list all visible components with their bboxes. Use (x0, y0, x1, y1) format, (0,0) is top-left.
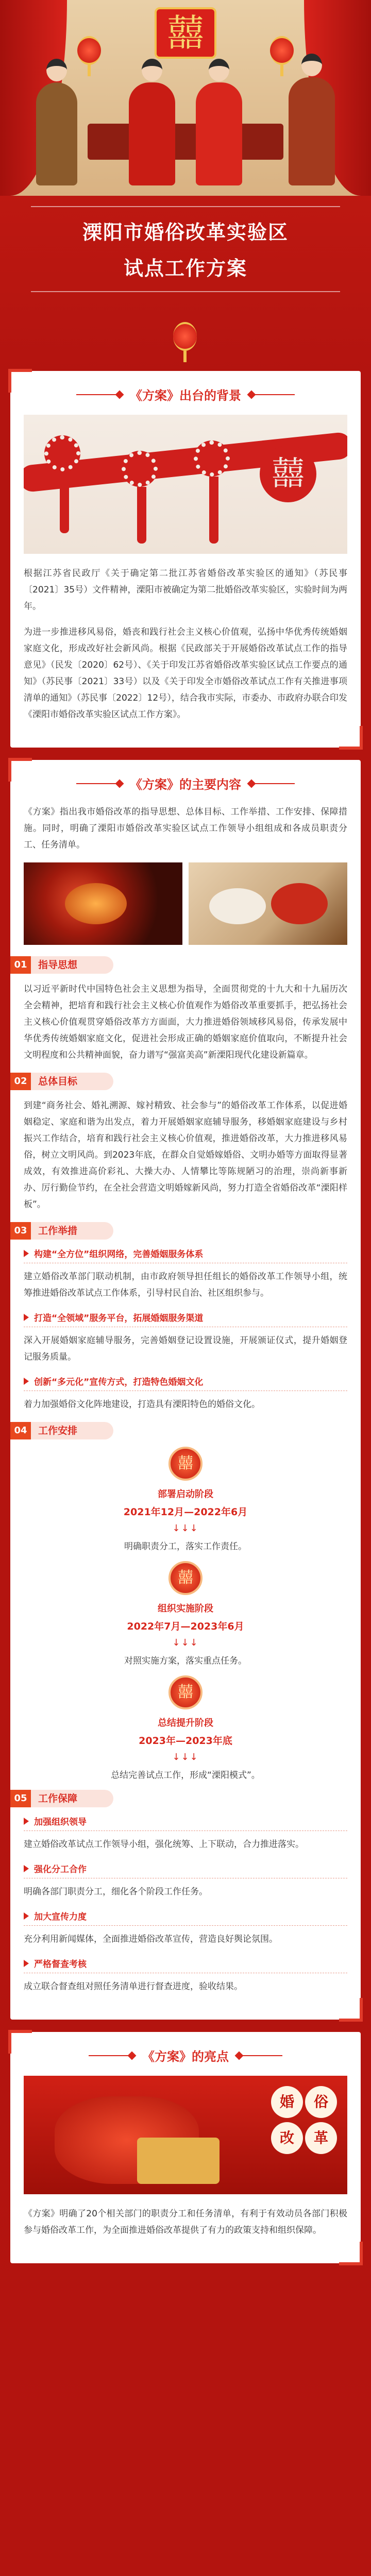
title-rule-top (31, 206, 340, 207)
arrow-icon (24, 1818, 29, 1825)
highlights-text: 《方案》明确了20个相关部门的职责分工和任务清单，有利于有效动员各部门积极参与婚俗改革工作，为全面推进婚俗改革提供了有力的政策支持和组织保障。 (24, 2209, 347, 2235)
stage-name: 组织实施阶段 (158, 1603, 213, 1614)
stamp-char: 革 (305, 2122, 337, 2154)
arrow-icon (24, 1378, 29, 1385)
photo-row (24, 862, 347, 945)
timeline-stage (24, 1561, 347, 1666)
timeline-stage (24, 1675, 347, 1781)
page-title-line1: 溧阳市婚俗改革实验区 (82, 221, 289, 244)
double-happiness-icon: 囍 (168, 1447, 203, 1481)
double-happiness-icon: 囍 (260, 446, 316, 502)
measure-title: 打造“全领域”服务平台，拓展婚姻服务渠道 (24, 1311, 347, 1327)
ornament-icon (89, 2052, 135, 2059)
section-header (24, 774, 347, 792)
item-header-01 (10, 956, 347, 974)
down-arrows-icon: ↓↓↓ (172, 1523, 199, 1534)
lantern-icon (77, 36, 101, 65)
arrow-icon (24, 1314, 29, 1321)
ornament-icon (76, 391, 123, 398)
section-title: 《方案》的亮点 (142, 2049, 229, 2064)
arrow-icon (24, 1865, 29, 1872)
item-label: 指导思想 (31, 956, 113, 974)
item-header-02 (10, 1073, 347, 1090)
ornament-icon (76, 780, 123, 787)
measure-title: 严格督查考核 (24, 1957, 347, 1973)
wedding-sweets-photo (189, 862, 347, 945)
measure-text: 建立婚俗改革试点工作领导小组，强化统筹、上下联动，合力推进落实。 (24, 1839, 304, 1850)
background-section (10, 371, 361, 748)
stage-date: 2022年7月—2023年6月 (127, 1621, 244, 1632)
hero-banner (0, 0, 371, 371)
highlights-section (10, 2032, 361, 2263)
item-number: 04 (10, 1422, 31, 1439)
measure-text: 明确各部门职责分工，细化各个阶段工作任务。 (24, 1887, 208, 1897)
ornament-icon (236, 2052, 282, 2059)
down-arrows-icon: ↓↓↓ (172, 1637, 199, 1648)
stamp-char: 改 (271, 2122, 303, 2154)
measure-text: 着力加强婚俗文化阵地建设，打造具有溧阳特色的婚俗文化。 (24, 1399, 260, 1410)
ornament-icon (248, 391, 295, 398)
item-label: 工作保障 (31, 1790, 113, 1807)
arrow-icon (24, 1912, 29, 1920)
stamp-char: 俗 (305, 2086, 337, 2118)
measure-text: 建立婚俗改革部门联动机制，由市政府领导担任组长的婚俗改革工作领导小组，统筹推进婚俗改革试点工作体系，引导村民自治、社区组织参与。 (24, 1272, 347, 1298)
measure-text: 成立联合督查组对照任务清单进行督查进度，验收结果。 (24, 1981, 243, 1992)
paragraph: 为进一步推进移风易俗，婚丧和践行社会主义核心价值观，弘扬中华优秀传统婚姻家庭文化，形成改好社会新风尚。根据《民政部关于开展婚俗改革试点工作的指导意见》（民发〔2020〕62号）、《关于印发江苏省婚俗改革实验区试点工作要点的通知》（苏民事〔2021〕33号）以及《关于印发全市婚俗改革试点工作有关推进事项清单的通知》（苏民事〔2022〕12号），结合我市实际，市委办、市政府办联合印发《溧阳市婚俗改革实验区试点工作方案》。 (24, 627, 347, 720)
item-number: 05 (10, 1790, 31, 1807)
section-header (24, 385, 347, 403)
lantern-icon (270, 36, 294, 65)
measure-text: 深入开展婚姻家庭辅导服务，完善婚姻登记设置设施，开展颁证仪式，提升婚姻登记服务质量。 (24, 1335, 347, 1362)
highlights-image (24, 2076, 347, 2194)
down-arrows-icon: ↓↓↓ (172, 1752, 199, 1762)
item-label: 总体目标 (31, 1073, 113, 1090)
stage-desc: 明确职责分工，落实工作责任。 (124, 1541, 247, 1552)
measure-text: 充分利用新闻媒体，全面推进婚俗改革宣传，营造良好舆论氛围。 (24, 1934, 278, 1944)
item-text: 到建“商务社会、婚礼溯源、嫁衬精致、社会参与”的婚俗改革工作体系，以促进婚姻稳定、家庭和谐为出发点，着力开展婚姻家庭辅导服务，移婚姻家庭建设与乡村振兴工作结合，培育和践行社会主义核心价值观，推进婚俗改革，大力推进移风易俗，树立文明风尚。到2023年底，在群众自觉婚嫁婚俗、文明办婚等方面取得显著成效，有效推进高价彩礼、大操大办、人情攀比等陈规陋习的治理，崇尚新事新办、厉行勤俭节约，在全社会营造文明婚嫁新风尚，努力打造全省婚俗改革“溧阳样板”。 (24, 1100, 347, 1210)
timeline-stage (24, 1447, 347, 1552)
stage-desc: 对照实施方案，落实重点任务。 (124, 1656, 247, 1666)
double-happiness-icon: 囍 (168, 1561, 203, 1595)
measure-title: 强化分工合作 (24, 1862, 347, 1878)
stage-name: 部署启动阶段 (158, 1489, 213, 1500)
item-number: 01 (10, 956, 31, 974)
double-happiness-icon: 囍 (168, 1675, 203, 1709)
lantern-icon (173, 322, 197, 351)
stage-date: 2023年—2023年底 (139, 1735, 232, 1747)
section-header (24, 2046, 347, 2064)
item-number: 03 (10, 1222, 31, 1240)
arrow-icon (24, 1250, 29, 1257)
ornament-icon (248, 780, 295, 787)
measure-title: 创新“多元化”宣传方式，打造特色婚姻文化 (24, 1375, 347, 1391)
measure-title: 加大宣传力度 (24, 1909, 347, 1926)
item-number: 02 (10, 1073, 31, 1090)
papercut-image (24, 415, 347, 554)
item-header-05 (10, 1790, 347, 1807)
arrow-icon (24, 1960, 29, 1967)
section-title: 《方案》的主要内容 (130, 777, 241, 792)
intro-paragraph: 《方案》指出我市婚俗改革的指导思想、总体目标、工作举措、工作安排、保障措施。同时，明确了溧阳市婚俗改革实验区试点工作领导小组组成和各成员职责分工、任务清单。 (24, 807, 347, 850)
wedding-table (88, 124, 283, 160)
item-label: 工作安排 (31, 1422, 113, 1439)
item-label: 工作举措 (31, 1222, 113, 1240)
figure-bride (196, 82, 242, 185)
section-title: 《方案》出台的背景 (130, 388, 241, 403)
content-section (10, 760, 361, 2020)
item-text: 以习近平新时代中国特色社会主义思想为指导，全面贯彻党的十九大和十九届历次全会精神，把培育和践行社会主义核心价值观作为婚俗改革重要抓手，把弘扬社会主义核心价值观贯穿婚俗改革方方面面，大力推进婚俗领域移风易俗，传承发展中华优秀传统婚姻家庭文化，促进社会形成正确的婚姻家庭价值取向，不断提升社会文明程度和公共精神面貌，奋力谱写“强富美高”新溧阳现代化建设新篇章。 (24, 984, 347, 1060)
stage-date: 2021年12月—2022年6月 (123, 1506, 248, 1518)
item-header-03 (10, 1222, 347, 1240)
figure-right (289, 77, 335, 185)
figure-groom (129, 82, 175, 185)
measure-title: 加强组织领导 (24, 1815, 347, 1831)
figure-left (36, 82, 77, 185)
title-rule-bottom (31, 291, 340, 292)
double-happiness-sign: 囍 (155, 7, 216, 59)
stamp-char: 婚 (271, 2086, 303, 2118)
item-header-04 (10, 1422, 347, 1439)
page-title-line2: 试点工作方案 (123, 257, 247, 280)
stage-desc: 总结完善试点工作，形成“溧阳模式”。 (111, 1770, 260, 1781)
footer-spacer (0, 2263, 371, 2289)
lantern-photo (24, 862, 182, 945)
measure-title: 构建“全方位”组织网络，完善婚姻服务体系 (24, 1247, 347, 1263)
stage-name: 总结提升阶段 (158, 1718, 213, 1728)
paragraph: 根据江苏省民政厅《关于确定第二批江苏省婚俗改革实验区的通知》（苏民事〔2021〕35号）文件精神，溧阳市被确定为第二批婚俗改革实验区，实验时间为两年。 (24, 568, 347, 612)
